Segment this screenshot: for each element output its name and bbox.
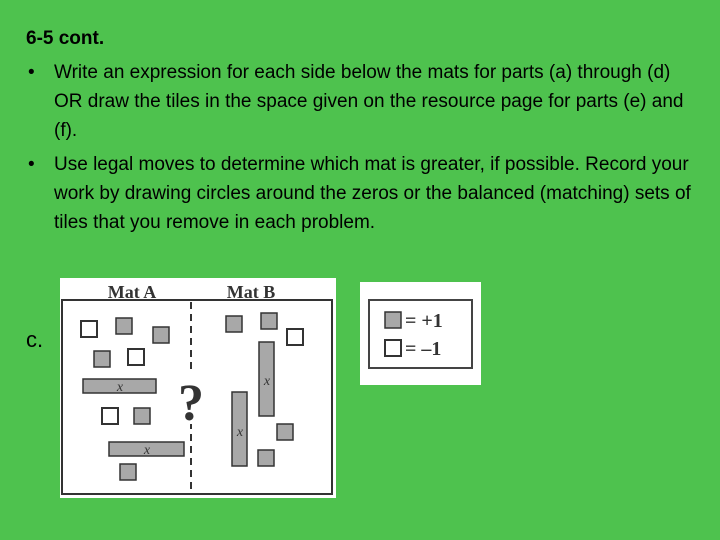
bullet-text: Write an expression for each side below the mats for parts (a) through (d) OR draw the tiles in the space given on the resource page for parts (e) and (f). — [54, 62, 684, 141]
mats-diagram — [60, 278, 336, 498]
part-label: c. — [26, 327, 44, 352]
positive-unit-tile — [385, 312, 401, 328]
positive-unit-tile — [116, 318, 132, 334]
tile-legend — [360, 282, 481, 385]
bullet-symbol: • — [28, 154, 35, 175]
positive-unit-tile — [94, 351, 110, 367]
positive-unit-tile — [261, 313, 277, 329]
bullet-symbol: • — [28, 62, 35, 83]
slide-title: 6-5 cont. — [26, 28, 105, 49]
negative-unit-tile — [102, 408, 118, 424]
x-tile-label: x — [116, 380, 124, 395]
positive-unit-tile — [153, 327, 169, 343]
x-tile-label: x — [143, 443, 151, 458]
positive-unit-tile — [258, 450, 274, 466]
legend-negative-label: = –1 — [405, 338, 442, 360]
legend-diagram — [360, 282, 481, 385]
positive-unit-tile — [134, 408, 150, 424]
x-tile-label: x — [263, 374, 271, 389]
positive-unit-tile — [120, 464, 136, 480]
mat-b-label: Mat B — [226, 282, 276, 302]
mats-figure — [60, 278, 336, 498]
negative-unit-tile — [287, 329, 303, 345]
positive-unit-tile — [277, 424, 293, 440]
mat-a-label: Mat A — [107, 282, 157, 302]
comparison-question-mark: ? — [178, 375, 204, 432]
negative-unit-tile — [128, 349, 144, 365]
legend-positive-label: = +1 — [405, 310, 443, 332]
bullet-text: Use legal moves to determine which mat is greater, if possible. Record your work by drawing circles around the zeros or the balanced (matching) sets of tiles that you remove in each problem. — [54, 154, 691, 233]
x-tile-label: x — [236, 425, 244, 440]
negative-unit-tile — [81, 321, 97, 337]
negative-unit-tile — [385, 340, 401, 356]
positive-unit-tile — [226, 316, 242, 332]
